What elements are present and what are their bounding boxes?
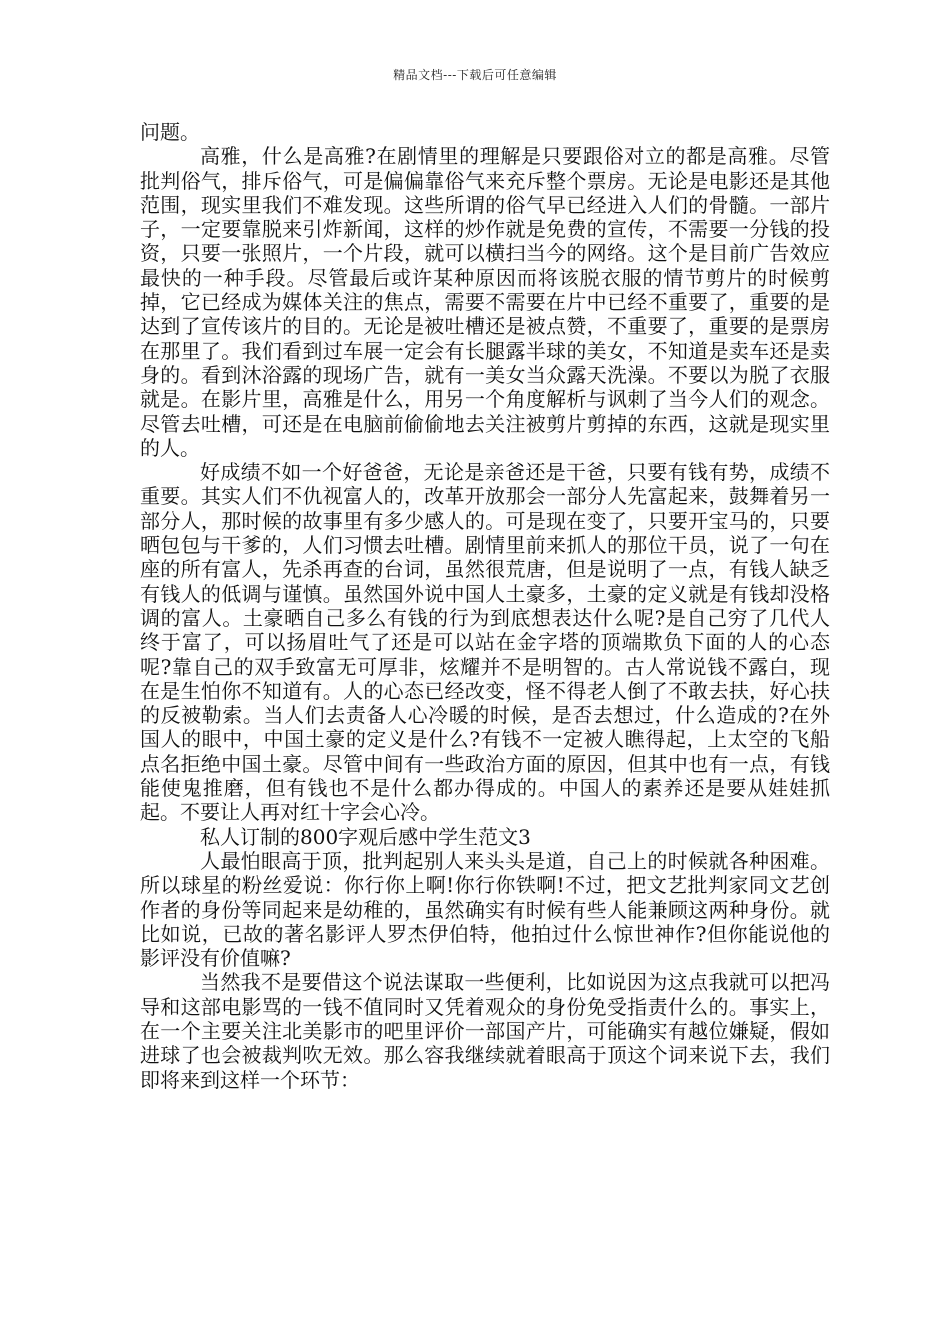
page-header: 精品文档---下载后可任意编辑	[393, 68, 557, 82]
paragraph-continuation: 问题。	[140, 120, 200, 144]
section-heading: 私人订制的800字观后感中学生范文3	[200, 824, 531, 849]
paragraph: 人最怕眼高于顶，批判起别人来头头是道，自己上的时候就各种困难。所以球星的粉丝爱说：你行你上啊!你行你铁啊!不过，把文艺批判家同文艺创作者的身份等同起来是幼稚的，虽然确实有时候有些人能兼顾这两种身份。就比如说，已故的著名影评人罗杰伊伯特，他拍过什么惊世神作?但你能说他的影评没有价值嘛?	[140, 848, 830, 971]
document-body	[140, 120, 830, 1092]
paragraph: 当然我不是要借这个说法谋取一些便利，比如说因为这点我就可以把冯导和这部电影骂的一钱不值同时又凭着观众的身份免受指责什么的。事实上，在一个主要关注北美影市的吧里评价一部国产片，可能确实有越位嫌疑，假如进球了也会被裁判吹无效。那么容我继续就着眼高于顶这个词来说下去，我们即将来到这样一个环节：	[140, 970, 830, 1092]
paragraph: 好成绩不如一个好爸爸，无论是亲爸还是干爸，只要有钱有势，成绩不重要。其实人们不仇视富人的，改革开放那会一部分人先富起来，鼓舞着另一部分人，那时候的故事里有多少感人的。可是现在变了，只要开宝马的，只要晒包包与干爹的，人们习惯去吐槽。剧情里前来抓人的那位干员，说了一句在座的所有富人，先杀再查的台词，虽然很荒唐，但是说明了一点，有钱人缺乏有钱人的低调与谨慎。虽然国外说中国人土豪多，土豪的定义就是有钱却没格调的富人。土豪晒自己多么有钱的行为到底想表达什么呢?是自己穷了几代人终于富了，可以扬眉吐气了还是可以站在金字塔的顶端欺负下面的人的心态呢?靠自己的双手致富无可厚非，炫耀并不是明智的。古人常说钱不露白，现在是生怕你不知道有。人的心态已经改变，怪不得老人倒了不敢去扶，好心扶的反被勒索。当人们去责备人心冷暖的时候，是否去想过，什么造成的?在外国人的眼中，中国土豪的定义是什么?有钱不一定被人瞧得起，上太空的飞船点名拒绝中国土豪。尽管中间有一些政治方面的原因，但其中也有一点，有钱能使鬼推磨，但有钱也不是什么都办得成的。中国人的素养还是要从娃娃抓起。不要让人再对红十字会心冷。	[140, 460, 830, 825]
paragraph: 高雅，什么是高雅?在剧情里的理解是只要跟俗对立的都是高雅。尽管批判俗气，排斥俗气，可是偏偏靠俗气来充斥整个票房。无论是电影还是其他范围，现实里我们不难发现。这些所谓的俗气早已经进入人们的骨髓。一部片子，一定要靠脱来引炸新闻，这样的炒作就是免费的宣传，不需要一分钱的投资，只要一张照片，一个片段，就可以横扫当今的网络。这个是目前广告效应最快的一种手段。尽管最后或许某种原因而将该脱衣服的情节剪片的时候剪掉，它已经成为媒体关注的焦点，需要不需要在片中已经不重要了，重要的是达到了宣传该片的目的。无论是被吐槽还是被点赞，不重要了，重要的是票房在那里了。我们看到过车展一定会有长腿露半球的美女，不知道是卖车还是卖身的。看到沐浴露的现场广告，就有一美女当众露天洗澡。不要以为脱了衣服就是。在影片里，高雅是什么，用另一个角度解析与讽刺了当今人们的观念。尽管去吐槽，可还是在电脑前偷偷地去关注被剪片剪掉的东西，这就是现实里的人。	[140, 144, 830, 460]
